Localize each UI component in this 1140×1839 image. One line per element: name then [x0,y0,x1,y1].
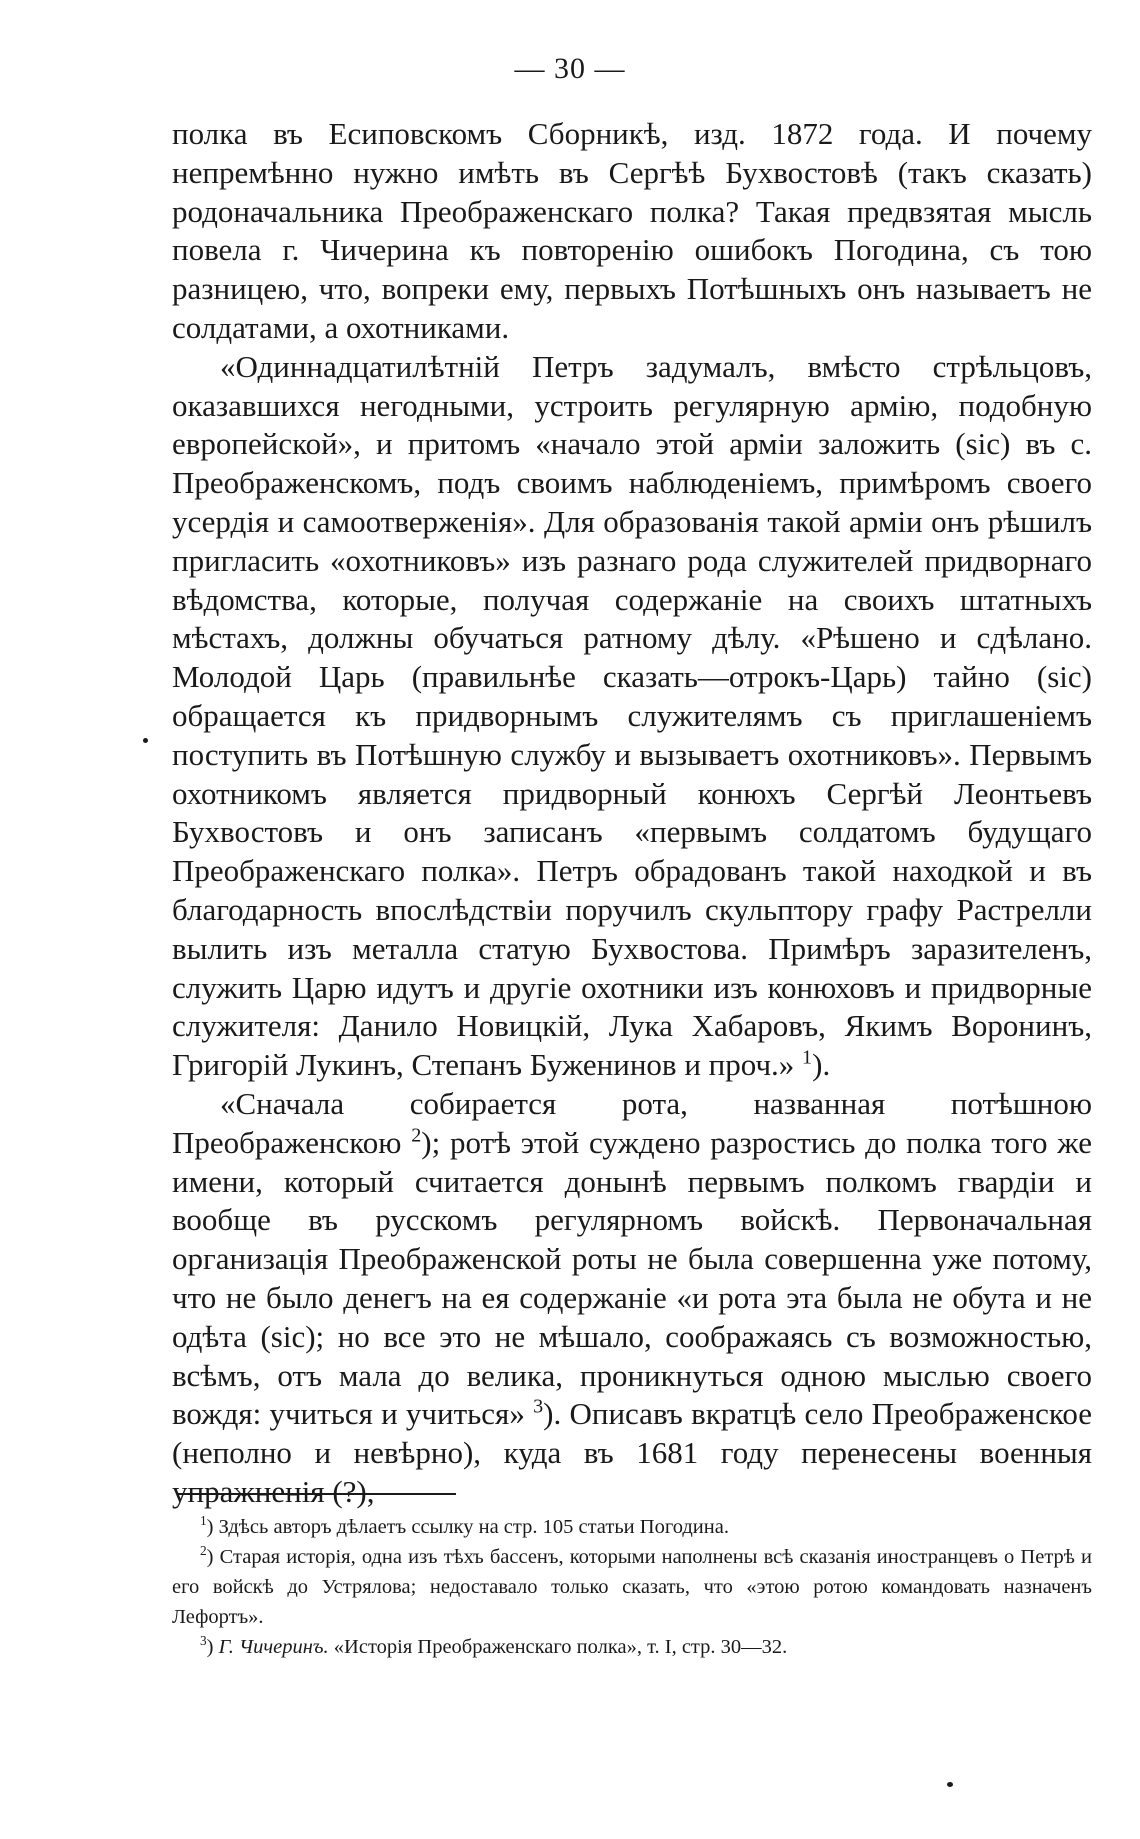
margin-speck [143,738,148,743]
paragraph-2 [172,348,1092,1085]
footnote-divider [178,1493,456,1495]
main-text [172,115,1092,1512]
paragraph-3-text-a: «Сначала собирается рота, названная потѣшною Преображенскою [172,1085,1092,1160]
footnote-3-author: Г. Чичеринъ. [218,1636,329,1658]
bottom-speck [947,1782,953,1787]
footnote-ref-1: 1 [802,1046,813,1069]
paragraph-1: полка въ Есиповскомъ Сборникѣ, изд. 1872 года. И почему непремѣнно нужно имѣть въ Сергѣѣ Бухвостовѣ (такъ сказать) родоначальника Преображенскаго полка? Такая предвзятая мысль повела г. Чичерина къ повторенію ошибокъ Погодина, съ тою разницею, что, вопреки ему, первыхъ Потѣшныхъ онъ называетъ не солдатами, а охотниками. [172,116,1092,345]
footnote-2-text: ) Старая исторія, одна изъ тѣхъ бассенъ, которыми наполнены всѣ сказанія иностранцевъ о Петрѣ и его войскѣ до Устрялова; недоставало только сказать, что «этою ротою командовать назначенъ Лефортъ». [172,1546,1092,1628]
footnote-mark-1: 1 [200,1513,207,1529]
footnote-3 [172,1632,1092,1662]
footnote-3-text-a: ) [206,1636,219,1658]
paragraph-3-text-c: ). Описавъ вкратцѣ село Преображенское (неполно и невѣрно), куда въ 1681 году перенесены военныя упражненія (?), [172,1396,1092,1509]
footnote-1-text: ) Здѣсь авторъ дѣлаетъ ссылку на стр. 105 статьи Погодина. [206,1516,729,1538]
page-number: — 30 — [514,52,626,85]
paragraph-2-text: «Одиннадцатилѣтній Петръ задумалъ, вмѣсто стрѣльцовъ, оказавшихся негодными, устроить регулярную армію, подобную европейской», и притомъ «начало этой арміи заложить (sic) въ с. Преображенскомъ, подъ своимъ наблюденіемъ, примѣромъ своего усердія и самоотверженія». Для образованія такой арміи онъ рѣшилъ пригласить «охотниковъ» изъ разнаго рода служителей придворнаго вѣдомства, которые, получая содержаніе на своихъ штатныхъ мѣстахъ, должны обучаться ратному дѣлу. «Рѣшено и сдѣлано. Молодой Царь (правильнѣе сказать—отрокъ-Царь) тайно (sic) обращается къ придворнымъ служителямъ съ приглашеніемъ поступить въ Потѣшную службу и вызываетъ охотниковъ». Первымъ охотникомъ является придворный конюхъ Сергѣй Леонтьевъ Бухвостовъ и онъ записанъ «первымъ солдатомъ будущаго Преображенскаго полка». Петръ обрадованъ такой находкой и въ благодарность впослѣдствіи поручилъ скульптору графу Растрелли вылить изъ металла статую Бухвостова. Примѣръ заразителенъ, служить Царю идутъ и другіе охотники изъ конюховъ и придворные служителя: Данило Новицкій, Лука Хабаровъ, Якимъ Воронинъ, Григорій Лукинъ, Степанъ Буженинов и проч.» [172,348,1092,1083]
footnote-3-text-b: «Исторія Преображенскаго полка», т. I, стр. 30—32. [328,1636,788,1658]
paragraph-3 [172,1085,1092,1512]
paragraph-3-text-b: ); ротѣ этой суждено разростись до полка того же имени, который считается донынѣ первымъ полкомъ гвардіи и вообще въ русскомъ регулярномъ войскѣ. Первоначальная организація Преображенской роты не была совершенна уже потому, что не было денегъ на ея содержаніе «и рота эта была не обута и не одѣта (sic); но все это не мѣшало, соображаясь съ возможностью, всѣмъ, отъ мала до велика, проникнуться одною мыслью своего вождя: учиться и учиться» [172,1124,1092,1432]
footnote-2 [172,1542,1092,1632]
footnote-ref-3: 3 [533,1395,544,1418]
footnote-mark-3: 3 [200,1633,207,1649]
footnote-ref-2: 2 [411,1124,422,1147]
paragraph-2-tail: ). [812,1047,831,1083]
footnote-mark-2: 2 [200,1543,207,1559]
footnotes [172,1512,1092,1662]
footnote-1 [172,1512,1092,1542]
